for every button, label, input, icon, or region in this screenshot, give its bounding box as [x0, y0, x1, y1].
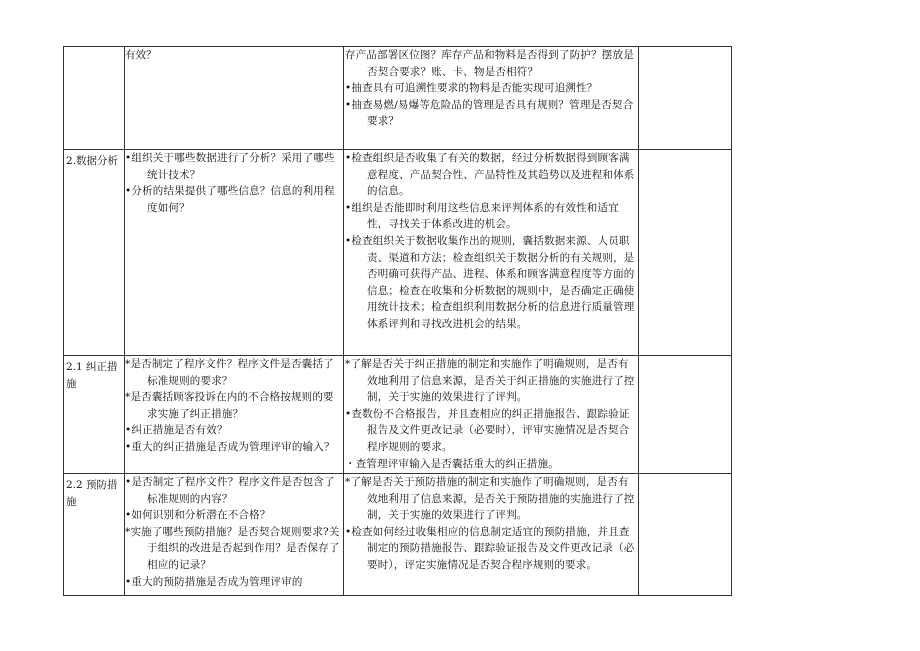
notes-cell — [639, 474, 732, 596]
question-item: •组织关于哪些数据进行了分析？采用了哪些统计技术？ — [125, 152, 335, 181]
check-item: •抽查具有可追溯性要求的物料是否能实现可追溯性？ — [345, 82, 598, 95]
check-item: •检查组织关于数据收集作出的规则，囊括数据来源、人员职责、渠道和方法；检查组织关于数据分析的有关规则，是否明确可获得产品、进程、体系和顾客满意程度等方面的信息；检查在收集和分析数据的规则中，是否确定正确使用统计技术；检查组织利用数据分析的信息进行质量管理体系评判和寻找改进机会的结果。 — [345, 234, 635, 330]
section-cell — [64, 150, 125, 356]
section-cell — [64, 47, 125, 150]
question-item: *是否囊括顾客投诉在内的不合格按规则的要求实施了纠正措施？ — [125, 391, 334, 420]
table-row — [64, 356, 732, 474]
question-cell — [125, 474, 344, 596]
question-item: •分析的结果提供了哪些信息？信息的利用程度如何？ — [125, 185, 335, 214]
section-cell — [64, 356, 125, 474]
question-item: •如何识别和分析潜在不合格？ — [125, 509, 271, 522]
question-item: •是否制定了程序文件？程序文件是否包含了标准规则的内容？ — [125, 476, 335, 505]
table-row — [64, 47, 732, 150]
check-cell — [344, 47, 639, 150]
check-item: *了解是否关于纠正措施的制定和实施作了明确规则，是否有效地利用了信息来源，是否关于纠正措施的实施进行了控制，关于实施的效果进行了评判。 — [345, 358, 635, 404]
check-item: 存产品部署区位图？库存产品和物料是否得到了防护？摆放是否契合要求？账、卡、物是否相符？ — [345, 49, 634, 78]
question-cell — [125, 150, 344, 356]
check-item: •检查组织是否收集了有关的数据，经过分析数据得到顾客满意程度、产品契合性、产品特性及其趋势以及进程和体系的信息。 — [345, 152, 635, 198]
check-cell — [344, 474, 639, 596]
question-item: •重大的纠正措施是否成为管理评审的输入？ — [125, 440, 335, 453]
question-item: *实施了哪些预防措施？是否契合规则要求?关于组织的改进是否起到作用？是否保存了相应的记录？ — [125, 525, 340, 571]
section-cell — [64, 474, 125, 596]
notes-cell — [639, 356, 732, 474]
check-item: •抽查易燃/易爆等危险品的管理是否具有规则？管理是否契合要求？ — [345, 98, 634, 128]
check-item: •检查如何经过收集相应的信息制定适宜的预防措施，并且查制定的预防措施报告、跟踪验证报告及文件更改记录（必要时），评定实施情况是否契合程序规则的要求。 — [345, 525, 635, 571]
notes-cell — [639, 150, 732, 356]
table-row — [64, 150, 732, 356]
section-title: 2.数据分析 — [66, 155, 119, 167]
check-item: •查数份不合格报告，并且查相应的纠正措施报告、跟踪验证报告及文件更改记录（必要时），评审实施情况是否契合程序规则的要求。 — [345, 407, 630, 453]
section-title: 2.1 纠正措施 — [66, 361, 118, 390]
question-item: •纠正措施是否有效？ — [125, 424, 228, 437]
check-cell — [344, 356, 639, 474]
question-cell — [125, 47, 344, 150]
section-title: 2.2 预防措施 — [66, 479, 118, 508]
question-cell — [125, 356, 344, 474]
notes-cell — [639, 47, 732, 150]
question-item: *是否制定了程序文件？程序文件是否囊括了标准规则的要求？ — [125, 358, 334, 387]
check-item: *了解是否关于预防措施的制定和实施作了明确规则，是否有效地利用了信息来源，是否关于预防措施的实施进行了控制，关于实施的效果进行了评判。 — [345, 476, 635, 522]
question-item: •重大的预防措施是否成为管理评审的 — [125, 575, 303, 588]
table-row — [64, 474, 732, 596]
question-item: 有效？ — [125, 49, 157, 61]
check-cell — [344, 150, 639, 356]
audit-checklist-table — [63, 46, 732, 596]
check-item: ・查管理评审输入是否囊括重大的纠正措施。 — [345, 457, 559, 470]
check-item: •组织是否能即时利用这些信息来评判体系的有效性和适宜性，寻找关于体系改进的机会。 — [345, 201, 619, 231]
